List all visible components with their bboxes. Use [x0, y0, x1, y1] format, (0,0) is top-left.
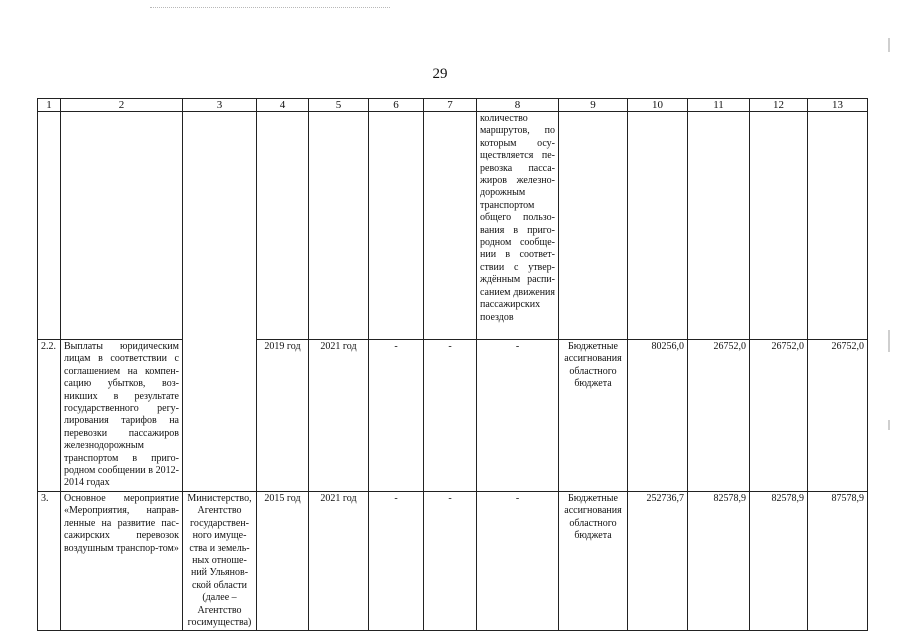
row-number: 2.2.: [38, 340, 61, 492]
header-cell: 6: [369, 99, 424, 112]
measure-name: Выплаты юридическим лицам в соответствии с соглашением на компен-сацию убытков, воз-никших в результате государственного регу-лирования тарифов на перевозки пассажиров железнодорожным транспортом в приго-родном сообщении в 2012-2014 годах: [61, 340, 183, 492]
funding-source: Бюджетные ассигнования областного бюджета: [559, 491, 628, 630]
header-cell: 7: [424, 99, 477, 112]
year-amount: 26752,0: [750, 340, 808, 492]
header-cell: 1: [38, 99, 61, 112]
measure-name: Основное мероприятие «Мероприятия, направ-ленные на развитие пас-сажирских перевозок воздушным транспор-том»: [61, 491, 183, 630]
row-number: 3.: [38, 491, 61, 630]
table-cell: -: [424, 340, 477, 492]
indicator-cell: количество маршрутов, по которым осу-ществляется пе-ревозка пасса-жиров железно-дорожным транспортом общего пользо-вания в приго-родном сообще-нии в соответ-ствии с утвер-ждённым распи-санием движения пассажирских поездов: [477, 112, 559, 340]
year-amount: 26752,0: [688, 340, 750, 492]
page-number: 29: [432, 66, 448, 82]
table-cell: -: [369, 340, 424, 492]
scan-mark: [888, 38, 890, 52]
program-table: [37, 98, 868, 631]
table-cell: [183, 112, 257, 492]
table-cell: [808, 112, 868, 340]
table-row: [38, 340, 868, 492]
total-amount: 80256,0: [628, 340, 688, 492]
executor: Министерство, Агентство государствен-ного имуще-ства и земель-ных отноше-ний Ульянов-ской области (далее – Агентство госимущества): [183, 491, 257, 630]
header-cell: 2: [61, 99, 183, 112]
total-amount: 252736,7: [628, 491, 688, 630]
header-cell: 8: [477, 99, 559, 112]
header-cell: 10: [628, 99, 688, 112]
header-cell: 13: [808, 99, 868, 112]
table-cell: [559, 112, 628, 340]
table-cell: -: [477, 491, 559, 630]
table-row: [38, 491, 868, 630]
table-cell: [750, 112, 808, 340]
table-cell: -: [477, 340, 559, 492]
table-cell: [688, 112, 750, 340]
table-cell: [61, 112, 183, 340]
table-cell: -: [424, 491, 477, 630]
funding-source: Бюджетные ассигнования областного бюджета: [559, 340, 628, 492]
table-cell: [38, 112, 61, 340]
year-amount: 87578,9: [808, 491, 868, 630]
scan-mark: [888, 330, 890, 352]
end-year: 2021 год: [309, 491, 369, 630]
year-amount: 82578,9: [688, 491, 750, 630]
end-year: 2021 год: [309, 340, 369, 492]
header-cell: 9: [559, 99, 628, 112]
year-amount: 26752,0: [808, 340, 868, 492]
table-cell: [257, 112, 309, 340]
scan-noise: [150, 7, 390, 9]
table-cell: [309, 112, 369, 340]
header-cell: 3: [183, 99, 257, 112]
start-year: 2015 год: [257, 491, 309, 630]
table-cell: [628, 112, 688, 340]
table-cell: -: [369, 491, 424, 630]
header-cell: 5: [309, 99, 369, 112]
header-cell: 11: [688, 99, 750, 112]
scan-mark: [888, 420, 890, 430]
year-amount: 82578,9: [750, 491, 808, 630]
table-row: [38, 112, 868, 340]
header-cell: 12: [750, 99, 808, 112]
header-cell: 4: [257, 99, 309, 112]
start-year: 2019 год: [257, 340, 309, 492]
table-cell: [424, 112, 477, 340]
table-cell: [369, 112, 424, 340]
table-header-row: [38, 99, 868, 112]
